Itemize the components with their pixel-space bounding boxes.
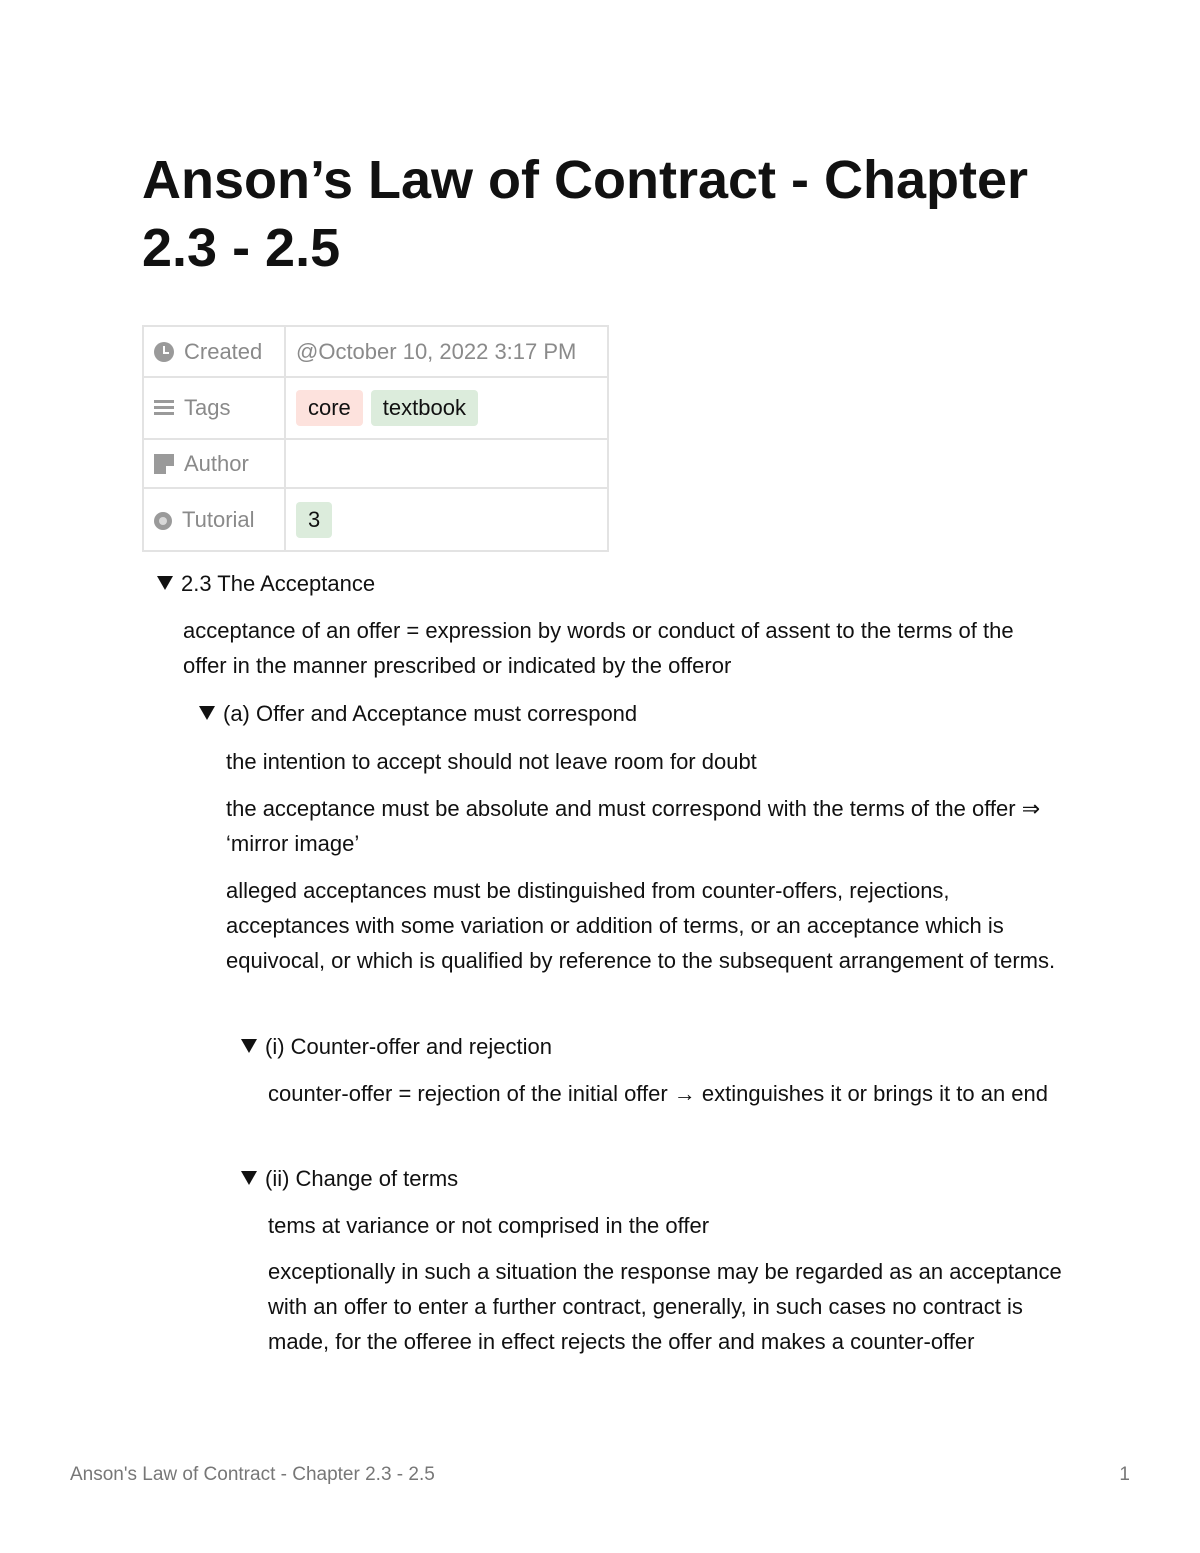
footer-title: Anson's Law of Contract - Chapter 2.3 - 2.5 <box>70 1464 435 1485</box>
paragraph-mirror-image: the acceptance must be absolute and must correspond with the terms of the offer ⇒ ‘mirror image’ <box>226 796 1041 856</box>
text-property-icon <box>154 454 174 474</box>
created-key <box>143 326 285 377</box>
tags-label: Tags <box>184 395 231 420</box>
clock-icon <box>154 342 174 362</box>
tutorial-value[interactable] <box>285 488 608 551</box>
tutorial-key <box>143 488 285 551</box>
select-property-icon <box>154 512 172 530</box>
paragraph-counter-offer: counter-offer = rejection of the initial offer → extinguishes it or brings it to an end <box>268 1081 1049 1106</box>
tags-key <box>143 377 285 439</box>
author-key <box>143 439 285 488</box>
toggle-a[interactable] <box>199 696 637 731</box>
triangle-down-icon[interactable] <box>157 576 173 590</box>
toggle-i-heading: (i) Counter-offer and rejection <box>265 1034 552 1059</box>
property-row-author <box>143 439 608 488</box>
triangle-down-icon[interactable] <box>241 1039 257 1053</box>
property-row-tutorial <box>143 488 608 551</box>
page-number: 1 <box>1119 1464 1130 1485</box>
property-row-created <box>143 326 608 377</box>
paragraph-tems-at-variance: tems at variance or not comprised in the offer <box>268 1213 710 1238</box>
triangle-down-icon[interactable] <box>199 706 215 720</box>
tags-value[interactable] <box>285 377 608 439</box>
triangle-down-icon[interactable] <box>241 1171 257 1185</box>
tutorial-label: Tutorial <box>182 506 255 532</box>
tutorial-badge[interactable]: 3 <box>296 502 332 538</box>
paragraph-intention: the intention to accept should not leave room for doubt <box>226 749 757 774</box>
toggle-2-3-heading: 2.3 The Acceptance <box>181 571 376 596</box>
author-value[interactable] <box>285 439 608 488</box>
created-label: Created <box>184 338 263 364</box>
property-row-tags <box>143 377 608 439</box>
toggle-i[interactable] <box>241 1029 552 1064</box>
paragraph-exceptionally: exceptionally in such a situation the response may be regarded as an acceptance with an offer to enter a further contract, generally, in such cases no contract is made, for the offeree in effect rejects the offer and makes a counter-offer <box>268 1259 1062 1354</box>
author-label: Author <box>184 450 249 476</box>
paragraph-alleged-acceptances: alleged acceptances must be distinguished from counter-offers, rejections, acceptances with some variation or addition of terms, or an acceptance which is equivocal, or which is qualified by reference to the subsequent arrangement of terms. <box>226 878 1056 973</box>
tag-core[interactable]: core <box>296 390 363 426</box>
page-title: Anson’s Law of Contract - Chapter 2.3 - 2.5 <box>142 150 1029 278</box>
toggle-ii-heading: (ii) Change of terms <box>265 1166 459 1191</box>
tag-textbook[interactable]: textbook <box>371 390 478 426</box>
properties-table <box>142 325 609 552</box>
toggle-ii[interactable] <box>241 1161 458 1196</box>
created-value[interactable]: @October 10, 2022 3:17 PM <box>285 326 608 377</box>
toggle-a-heading: (a) Offer and Acceptance must correspond <box>223 701 638 726</box>
toggle-2-3[interactable] <box>157 566 375 601</box>
list-icon <box>154 400 174 416</box>
paragraph-acceptance-definition: acceptance of an offer = expression by words or conduct of assent to the terms of the offer in the manner prescribed or indicated by the offeror <box>183 618 1014 678</box>
